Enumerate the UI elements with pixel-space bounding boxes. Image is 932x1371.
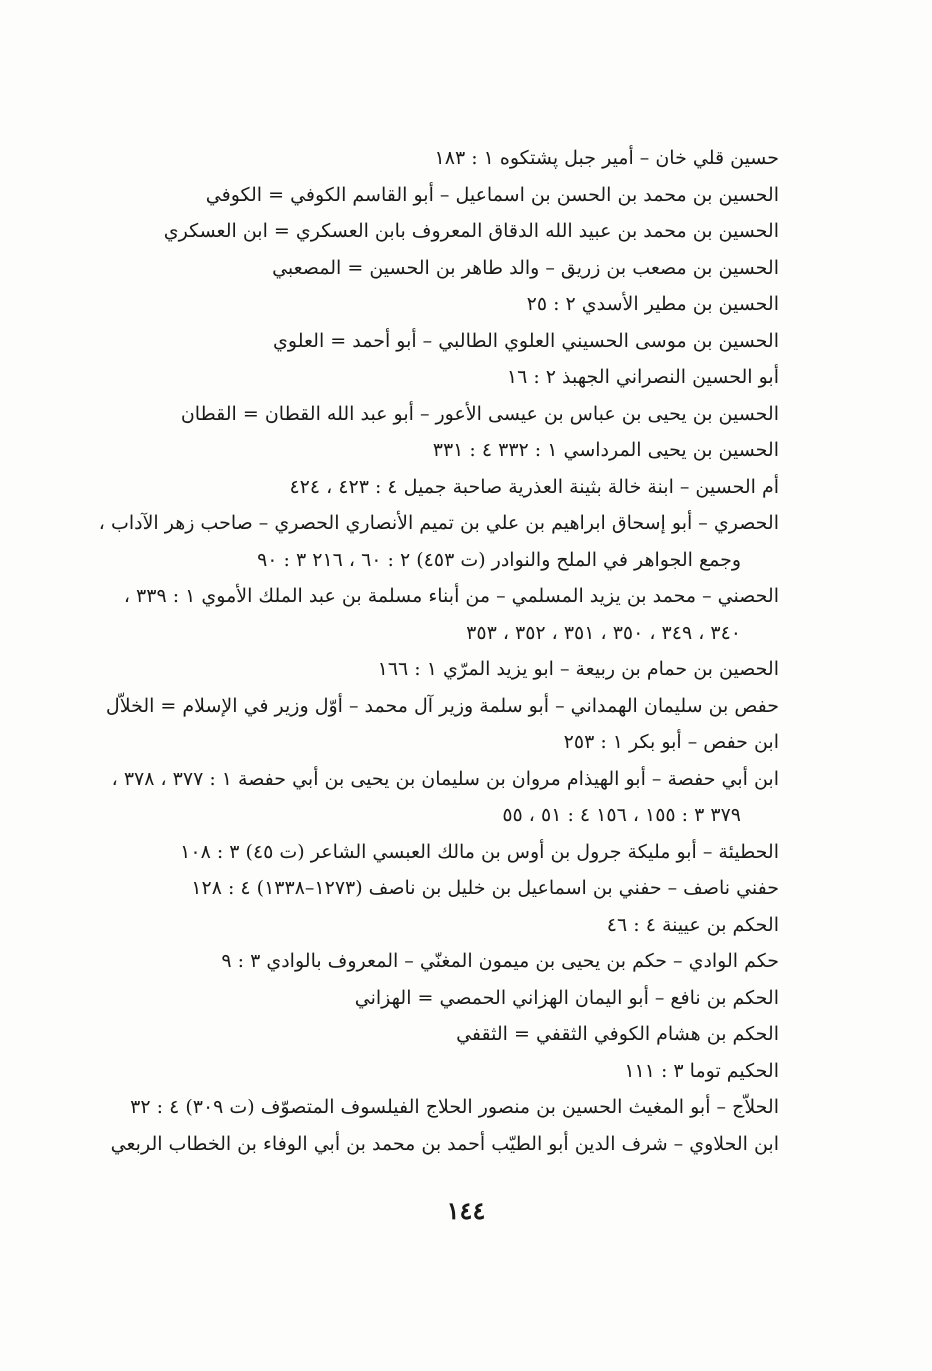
index-entry: الحكم بن هشام الكوفي الثقفي = الثقفي bbox=[456, 1023, 779, 1045]
index-entry-continuation: ٣٧٩ ٣ : ١٥٥ ، ١٥٦ ٤ : ٥١ ، ٥٥ bbox=[502, 804, 741, 826]
index-entry: الحسين بن مصعب بن زريق – والد طاهر بن الحسين = المصعبي bbox=[272, 256, 779, 279]
index-entry: حسين قلي خان – أمير جبل پشتكوه ١ : ١٨٣ bbox=[434, 147, 779, 169]
index-entry: حكم الوادي – حكم بن يحيى بن ميمون المغنّي – المعروف بالوادي ٣ : ٩ bbox=[221, 950, 779, 972]
index-entry: ابن الحلاوي – شرف الدين أبو الطيّب أحمد بن محمد بن أبي الوفاء بن الخطاب الربعي bbox=[110, 1132, 779, 1155]
index-entry: الحسين بن يحيى المرداسي ١ : ٣٣٢ ٤ : ٣٣١ bbox=[432, 439, 779, 461]
index-entry: الحصني – محمد بن يزيد المسلمي – من أبناء مسلمة بن عبد الملك الأموي ١ : ٣٣٩ ، bbox=[123, 585, 779, 607]
index-entry: الحكيم توما ٣ : ١١١ bbox=[624, 1059, 779, 1082]
index-entry: حفني ناصف – حفني بن اسماعيل بن خليل بن ناصف (١٢٧٣–١٣٣٨) ٤ : ١٢٨ bbox=[191, 877, 779, 899]
index-entry: أم الحسين – ابنة خالة بثينة العذرية صاحبة جميل ٤ : ٤٢٣ ، ٤٢٤ bbox=[289, 475, 779, 498]
index-entry: الحصري – أبو إسحاق ابراهيم بن علي بن تميم الأنصاري الحصري – صاحب زهر الآداب ، bbox=[98, 512, 779, 534]
index-entry-continuation: وجمع الجواهر في الملح والنوادر (ت ٤٥٣) ٢ : ٦٠ ، ٢١٦ ٣ : ٩٠ bbox=[257, 548, 741, 571]
index-entry: الحكم بن عيينة ٤ : ٤٦ bbox=[606, 913, 779, 936]
index-entry: أبو الحسين النصراني الجهبذ ٢ : ١٦ bbox=[506, 366, 779, 388]
index-entry: الحطيئة – أبو مليكة جرول بن أوس بن مالك العبسي الشاعر (ت ٤٥) ٣ : ١٠٨ bbox=[180, 840, 779, 863]
index-entry: حفص بن سليمان الهمداني – أبو سلمة وزير آل محمد – أوّل وزير في الإسلام = الخلاّل bbox=[105, 694, 779, 717]
index-entry: الحسين بن موسى الحسيني العلوي الطالبي – أبو أحمد = العلوي bbox=[273, 329, 779, 352]
index-entry: ابن أبي حفصة – أبو الهيذام مروان بن سليمان بن يحيى بن أبي حفصة ١ : ٣٧٧ ، ٣٧٨ ، bbox=[111, 767, 779, 790]
index-entry: الحسين بن محمد بن الحسن بن اسماعيل – أبو القاسم الكوفي = الكوفي bbox=[205, 183, 779, 206]
index-entry: ابن حفص – أبو بكر ١ : ٢٥٣ bbox=[563, 731, 779, 753]
index-entry: الحسين بن يحيى بن عباس بن عيسى الأعور – أبو عبد الله القطان = القطان bbox=[180, 402, 779, 425]
index-entry: الحلاّج – أبو المغيث الحسين بن منصور الحلاج الفيلسوف المتصوّف (ت ٣٠٩) ٤ : ٣٢ bbox=[130, 1096, 779, 1118]
index-entry-continuation: ٣٤٠ ، ٣٤٩ ، ٣٥٠ ، ٣٥١ ، ٣٥٢ ، ٣٥٣ bbox=[466, 621, 741, 644]
index-entry: الحسين بن محمد بن عبيد الله الدقاق المعروف بابن العسكري = ابن العسكري bbox=[163, 220, 779, 242]
index-entry: الحكم بن نافع – أبو اليمان الهزاني الحمصي = الهزاني bbox=[354, 986, 779, 1009]
index-entry: الحصين بن حمام بن ربيعة – ابو يزيد المرّي ١ : ١٦٦ bbox=[377, 658, 779, 680]
index-entries bbox=[99, 140, 779, 1162]
index-entry: الحسين بن مطير الأسدي ٢ : ٢٥ bbox=[526, 293, 779, 315]
page-number: ١٤٤ bbox=[446, 1196, 486, 1225]
